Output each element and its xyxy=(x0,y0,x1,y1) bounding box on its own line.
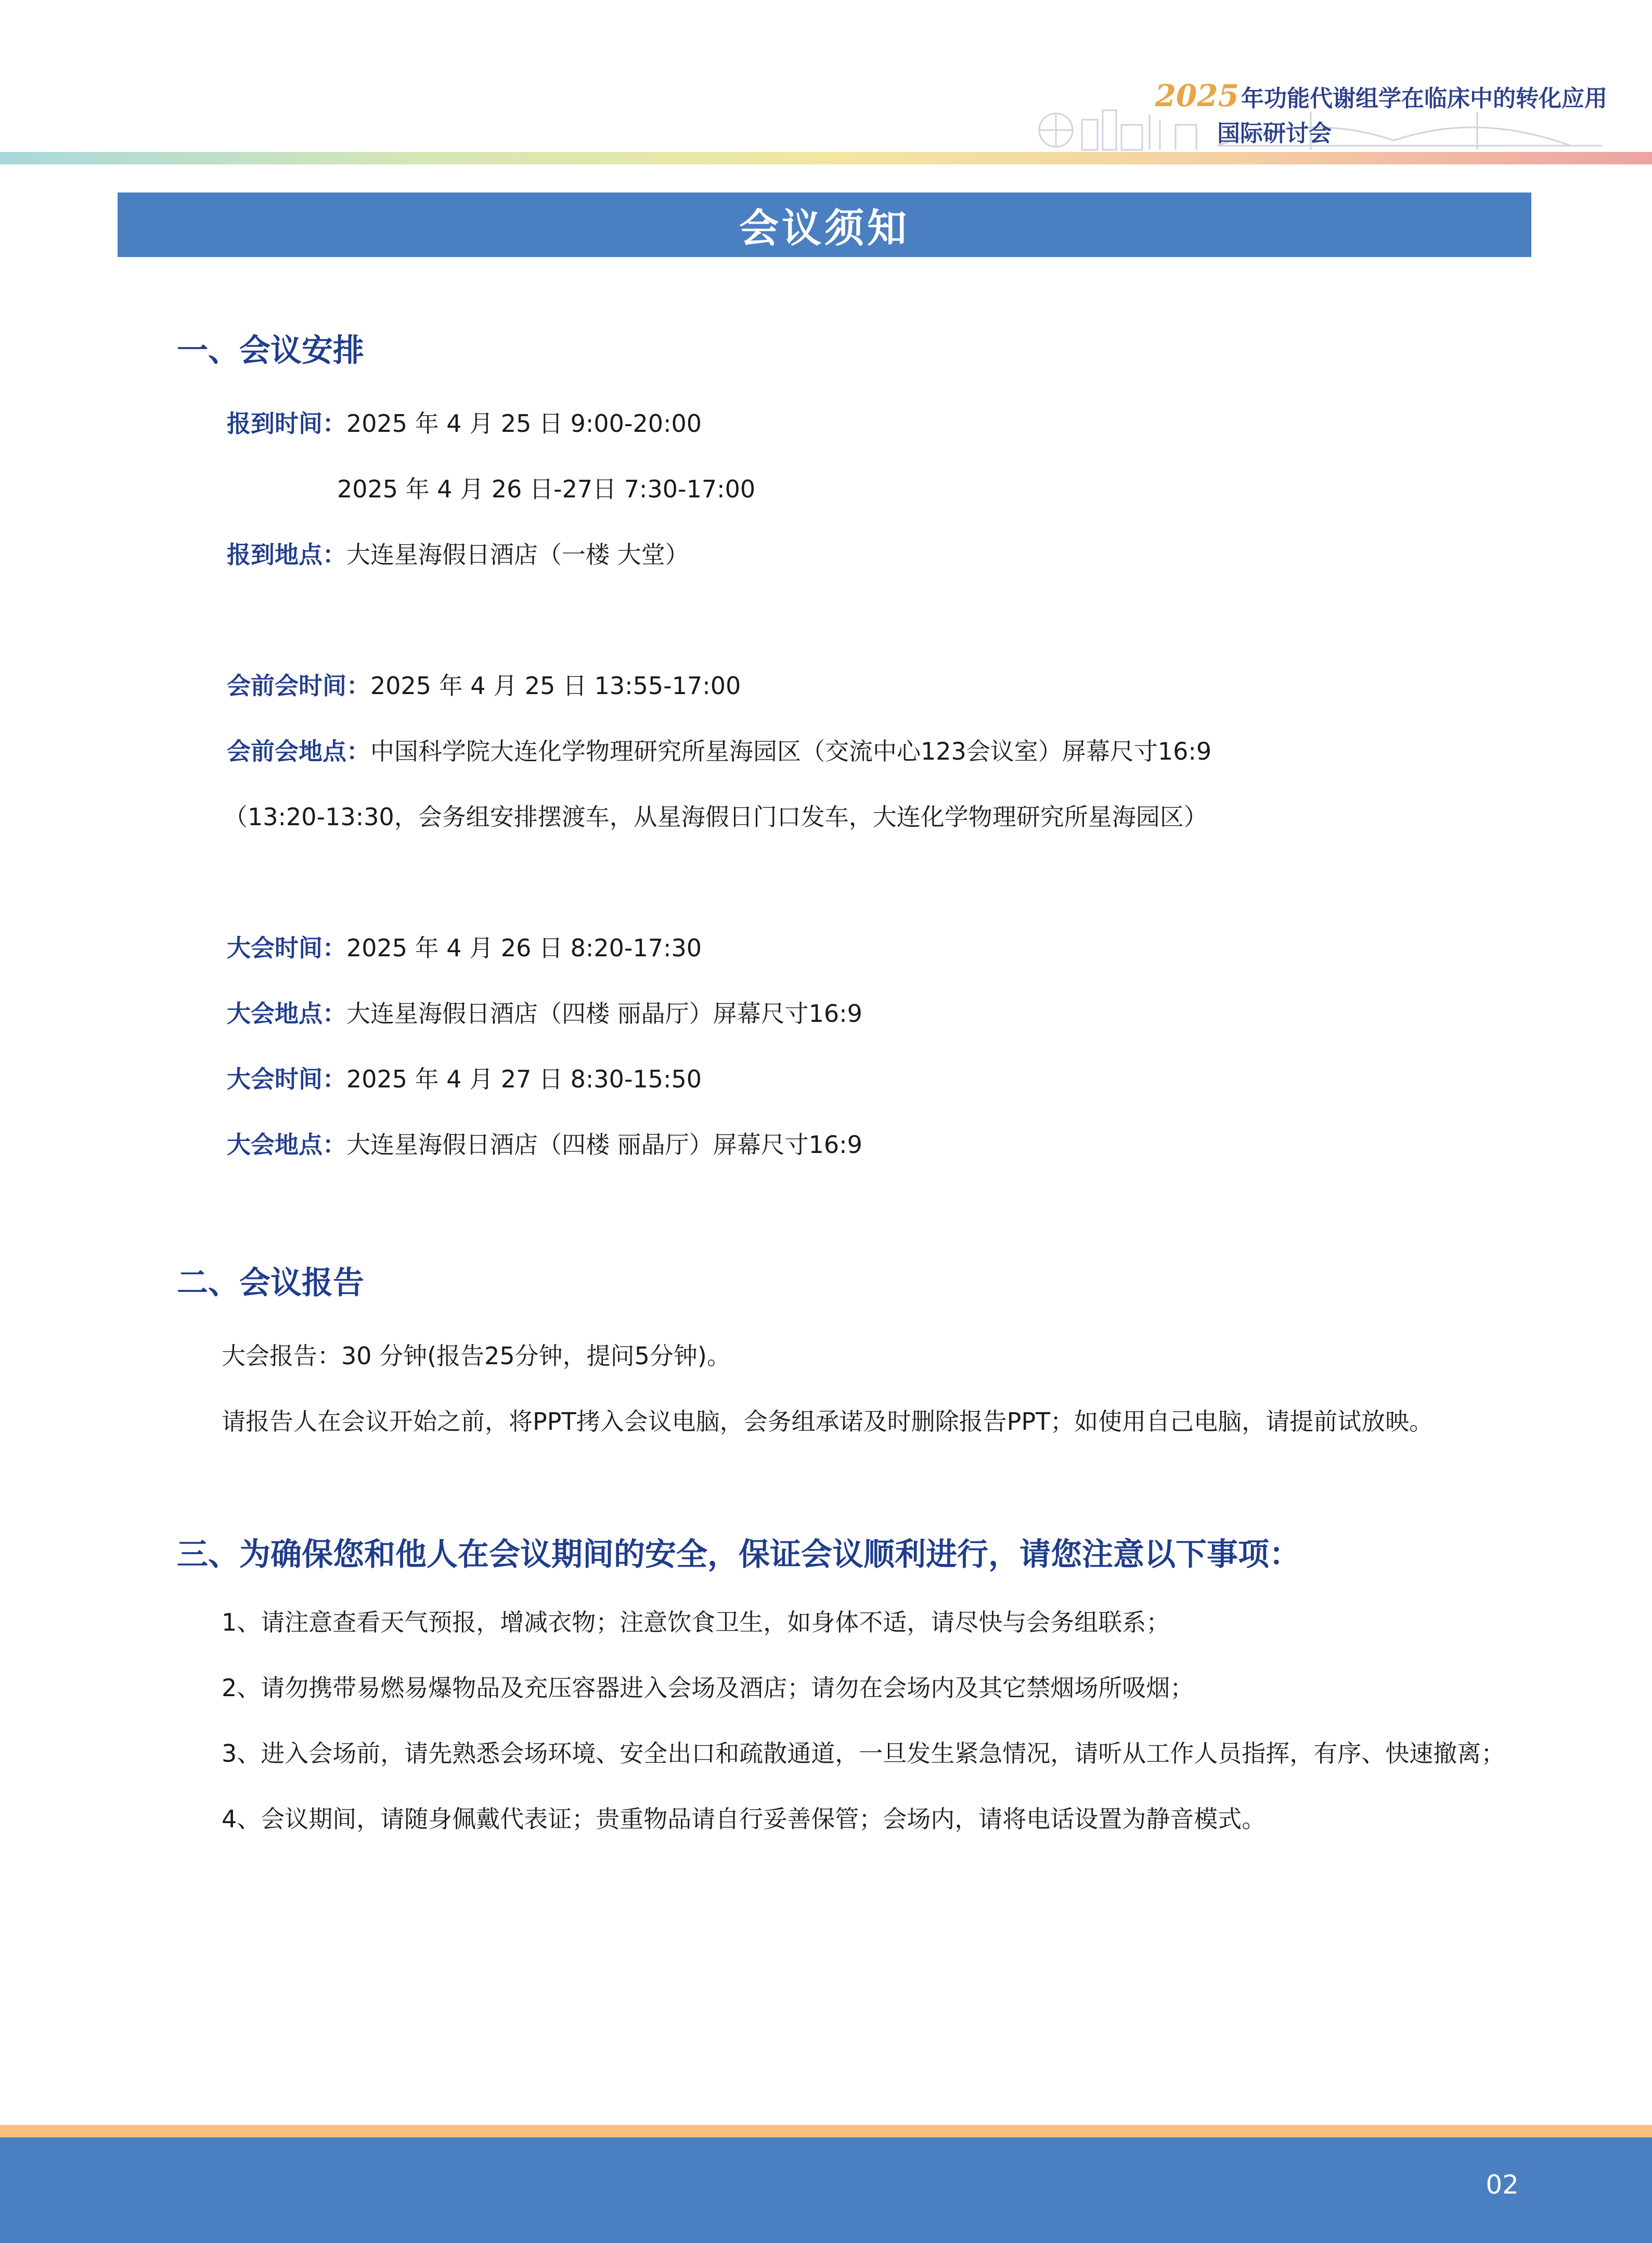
checkin-time-value: 2025 年 4 月 25 日 9:00-20:00 xyxy=(346,409,702,438)
footer-bar xyxy=(0,2137,1652,2243)
checkin-place-label: 报到地点： xyxy=(227,541,346,569)
pre-meeting-time-row xyxy=(227,667,741,701)
pre-meeting-shuttle-note: （13:20-13:30，会务组安排摆渡车，从星海假日门口发车，大连化学物理研究所星海园区） xyxy=(224,803,1208,831)
main-meeting-place-row-2 xyxy=(227,1126,862,1160)
title-bar xyxy=(118,193,1531,257)
checkin-place-row xyxy=(227,536,689,570)
safety-item: 1、请注意查看天气预报，增减衣物；注意饮食卫生，如身体不适，请尽快与会务组联系； xyxy=(222,1608,1170,1636)
report-duration-line: 大会报告：30 分钟(报告25分钟，提问5分钟)。 xyxy=(222,1342,731,1370)
checkin-time-label: 报到时间： xyxy=(227,409,346,438)
section-heading-reports: 二、会议报告 xyxy=(177,1265,364,1301)
main-meeting-time-label: 大会时间： xyxy=(227,934,346,962)
main-meeting-place-value: 大连星海假日酒店（四楼 丽晶厅）屏幕尺寸16:9 xyxy=(346,999,862,1028)
main-meeting-place-label: 大会地点： xyxy=(227,1131,346,1159)
main-meeting-time-row-1 xyxy=(227,929,702,964)
pre-meeting-time-value: 2025 年 4 月 25 日 13:55-17:00 xyxy=(370,672,741,700)
section-heading-arrangement: 一、会议安排 xyxy=(177,332,364,369)
pre-meeting-place-value: 中国科学院大连化学物理研究所星海园区（交流中心123会议室）屏幕尺寸16:9 xyxy=(370,737,1212,765)
main-meeting-time-value: 2025 年 4 月 27 日 8:30-15:50 xyxy=(346,1065,702,1093)
logo-title-line1 xyxy=(1155,78,1607,113)
pre-meeting-place-label: 会前会地点： xyxy=(227,737,370,765)
main-meeting-time-value: 2025 年 4 月 26 日 8:20-17:30 xyxy=(346,934,702,962)
logo-title-text: 年功能代谢组学在临床中的转化应用 xyxy=(1241,85,1607,112)
pre-meeting-place-row xyxy=(227,733,1211,767)
logo-year: 2025 xyxy=(1155,78,1239,113)
checkin-place-value: 大连星海假日酒店（一楼 大堂） xyxy=(346,541,689,569)
conference-logo xyxy=(1019,62,1607,151)
page-title: 会议须知 xyxy=(739,204,910,251)
section-heading-safety: 三、为确保您和他人在会议期间的安全，保证会议顺利进行，请您注意以下事项： xyxy=(177,1536,1300,1573)
page-number: 02 xyxy=(1486,2170,1519,2200)
checkin-time-row xyxy=(227,405,702,439)
safety-item: 3、进入会场前，请先熟悉会场环境、安全出口和疏散通道，一旦发生紧急情况，请听从工作人员指挥，有序、快速撤离； xyxy=(222,1739,1505,1767)
header-gradient-band xyxy=(0,152,1652,164)
main-meeting-time-row-2 xyxy=(227,1060,702,1095)
safety-item: 4、会议期间，请随身佩戴代表证；贵重物品请自行妥善保管；会场内，请将电话设置为静音模式。 xyxy=(222,1805,1266,1833)
checkin-time-row-2: 2025 年 4 月 26 日-27日 7:30-17:00 xyxy=(337,475,756,503)
footer-accent-stripe xyxy=(0,2125,1652,2137)
pre-meeting-time-label: 会前会时间： xyxy=(227,672,370,700)
report-ppt-line: 请报告人在会议开始之前，将PPT拷入会议电脑，会务组承诺及时删除报告PPT；如使用自己电脑，请提前试放映。 xyxy=(222,1407,1434,1435)
main-meeting-place-row-1 xyxy=(227,995,862,1029)
main-meeting-place-value: 大连星海假日酒店（四楼 丽晶厅）屏幕尺寸16:9 xyxy=(346,1131,862,1159)
logo-title-line2: 国际研讨会 xyxy=(1217,120,1332,147)
safety-item: 2、请勿携带易燃易爆物品及充压容器进入会场及酒店；请勿在会场内及其它禁烟场所吸烟； xyxy=(222,1674,1194,1702)
main-meeting-place-label: 大会地点： xyxy=(227,999,346,1028)
main-meeting-time-label: 大会时间： xyxy=(227,1065,346,1093)
